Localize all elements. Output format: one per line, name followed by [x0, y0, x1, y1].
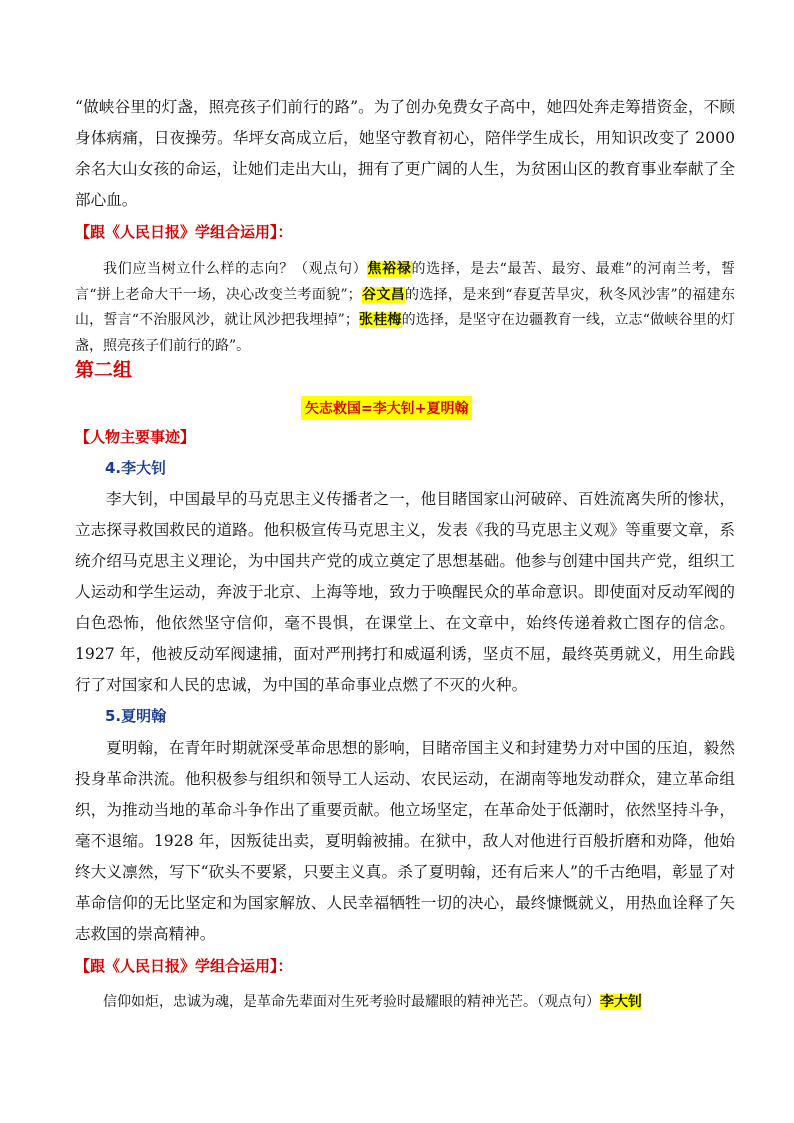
quote-block-2	[75, 990, 735, 1016]
quote-text: 的选择，是去“最苦、最穷、最难”的河南兰考，誓言“拼上老命大干一场，决心改变兰考面貌”；	[75, 261, 735, 303]
person-heading-li-dazhao: 4.李大钊	[105, 459, 167, 477]
quote-text: 我们应当树立什么样的志向？（观点句）	[103, 261, 368, 277]
zhang-guimei-paragraph-tail: “做峡谷里的灯盏，照亮孩子们前行的路”。为了创办免费女子高中，她四处奔走筹措资金，不顾身体病痛，日夜操劳。华坪女高成立后，她坚守教育初心，陪伴学生成长，用知识改变了 2000 余名大山女孩的命运，让她们走出大山，拥有了更广阔的人生，为贫困山区的教育事业奉献了全部心血。	[75, 98, 735, 209]
quote-block-1	[75, 257, 735, 359]
group-title: 第二组	[75, 359, 133, 381]
person-heading-xia-minghan: 5.夏明翰	[105, 707, 167, 725]
li-dazhao-paragraph: 李大钊，中国最早的马克思主义传播者之一，他目睹国家山河破碎、百姓流离失所的惨状，立志探寻救国救民的道路。他积极宣传马克思主义，发表《我的马克思主义观》等重要文章，系统介绍马克思主义理论，为中国共产党的成立奠定了思想基础。他参与创建中国共产党，组织工人运动和学生运动，奔波于北京、上海等地，致力于唤醒民众的革命意识。即使面对反动军阀的白色恐怖，他依然坚守信仰，毫不畏惧，在课堂上、在文章中，始终传递着救亡图存的信念。1927 年，他被反动军阀逮捕，面对严刑拷打和威逼利诱，坚贞不屈，最终英勇就义，用生命践行了对国家和人民的忠诚，为中国的革命事业点燃了不灭的火种。	[75, 490, 735, 694]
facts-heading: 【人物主要事迹】	[75, 428, 196, 446]
highlighted-name: 谷文昌	[361, 286, 405, 303]
quote-text: 的选择，是坚守在边疆教育一线，立志“做峡谷里的灯盏，照亮孩子们前行的路”。	[75, 312, 736, 354]
apply-heading-2: 【跟《人民日报》学组合运用】：	[75, 957, 293, 975]
highlighted-name: 焦裕禄	[367, 261, 412, 277]
xia-minghan-paragraph: 夏明翰，在青年时期就深受革命思想的影响，目睹帝国主义和封建势力对中国的压迫，毅然投身革命洪流。他积极参与组织和领导工人运动、农民运动，在湖南等地发动群众，建立革命组织，为推动当地的革命斗争作出了重要贡献。他立场坚定，在革命处于低潮时，依然坚持斗争，毫不退缩。1928 年，因叛徒出卖，夏明翰被捕。在狱中，敌人对他进行百般折磨和劝降，他始终大义凛然，写下“砍头不要紧，只要主义真。杀了夏明翰，还有后来人”的千古绝唱，彰显了对革命信仰的无比坚定和为国家解放、人民幸福牺牲一切的决心，最终慷慨就义，用热血诠释了矢志救国的崇高精神。	[75, 739, 735, 943]
highlighted-name: 李大钊	[600, 994, 642, 1010]
theme-banner: 矢志救国=李大钊+夏明翰	[301, 396, 472, 420]
quote-text: 信仰如炬，忠诚为魂，是革命先辈面对生死考验时最耀眼的精神光芒。（观点句）	[103, 994, 600, 1010]
apply-heading-1: 【跟《人民日报》学组合运用】：	[75, 223, 293, 241]
highlighted-name: 张桂梅	[358, 312, 402, 328]
quote-text: 的选择，是来到“春夏苦旱灾，秋冬风沙害”的福建东山，誓言“不治服风沙，就让风沙把我埋掉”；	[75, 286, 735, 328]
